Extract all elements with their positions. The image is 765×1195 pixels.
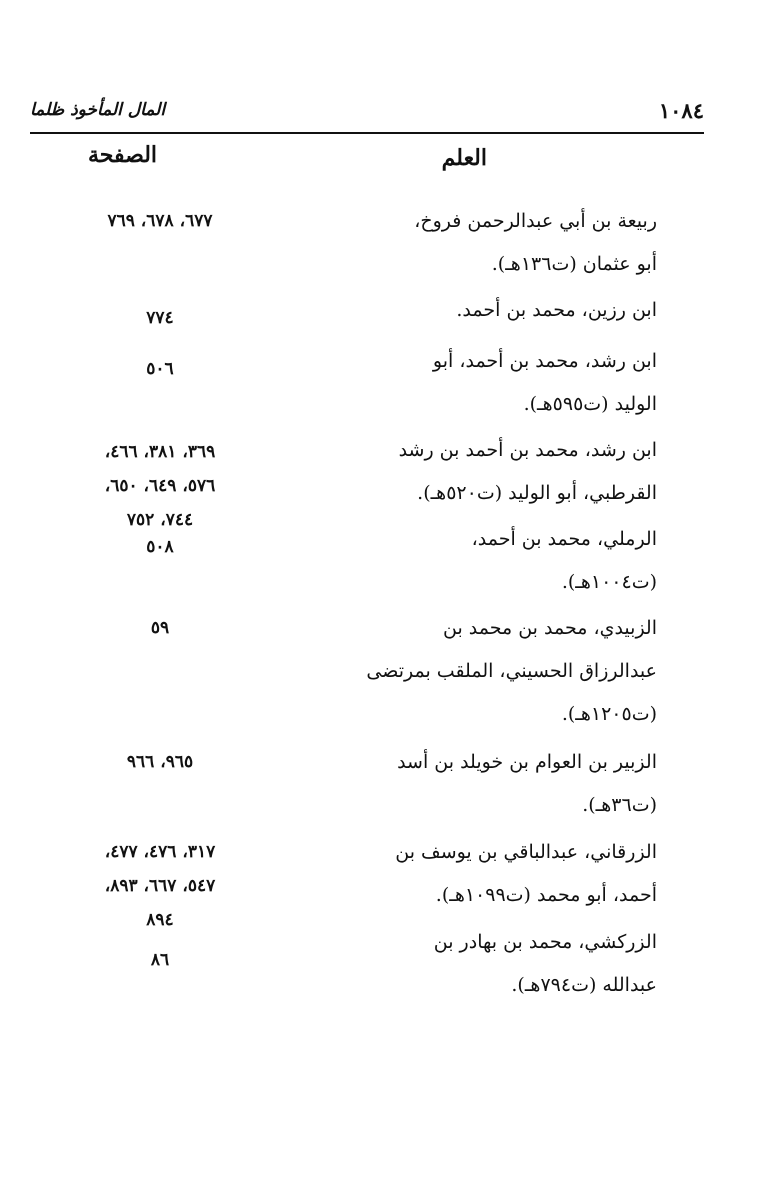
entry-name: ابن رشد، محمد بن أحمد، أبو الوليد (ت٥٩٥هـ). [432, 350, 657, 415]
entry-name: الزبيدي، محمد بن محمد بن عبدالرزاق الحسيني، الملقب بمرتضى (ت١٢٠٥هـ). [366, 617, 657, 725]
entry-name: الزرقاني، عبدالباقي بن يوسف بن أحمد، أبو محمد (ت١٠٩٩هـ). [395, 841, 657, 906]
entry-name: الزركشي، محمد بن بهادر بن عبدالله (ت٧٩٤هـ). [433, 931, 657, 996]
page-column-heading: الصفحة [88, 142, 158, 168]
entry-pages: ٣١٧، ٤٧٦، ٤٧٧، ٥٤٧، ٦٦٧، ٨٩٣، ٨٩٤ [104, 842, 216, 930]
page-number: ١٠٨٤ [658, 98, 704, 123]
entry-name: ابن رزين، محمد بن أحمد. [456, 299, 657, 321]
entry-name: ابن رشد، محمد بن أحمد بن رشد القرطبي، أبو الوليد (ت٥٢٠هـ). [398, 439, 657, 504]
entry-pages: ٥٠٨ [146, 537, 174, 557]
entry-pages: ٧٧٤ [146, 308, 174, 328]
entry-pages: ٩٦٥، ٩٦٦ [126, 752, 194, 772]
entry-name: ربيعة بن أبي عبدالرحمن فروخ، أبو عثمان (ت١٣٦هـ). [414, 210, 657, 275]
entry-pages: ٥٩ [150, 618, 170, 638]
entry-pages: ٥٠٦ [146, 359, 174, 379]
name-column-heading: العلم [441, 145, 487, 171]
entry-pages: ٨٦ [150, 950, 170, 970]
running-title: المال المأخوذ ظلما [30, 100, 166, 120]
entry-pages: ٣٦٩، ٣٨١، ٤٦٦، ٥٧٦، ٦٤٩، ٦٥٠، ٧٤٤، ٧٥٢ [104, 442, 216, 530]
entry-name: الرملي، محمد بن أحمد، (ت١٠٠٤هـ). [471, 528, 657, 593]
entry-name: الزبير بن العوام بن خويلد بن أسد (ت٣٦هـ). [397, 751, 657, 816]
entry-pages: ٦٧٧، ٦٧٨، ٧٦٩ [107, 211, 213, 231]
